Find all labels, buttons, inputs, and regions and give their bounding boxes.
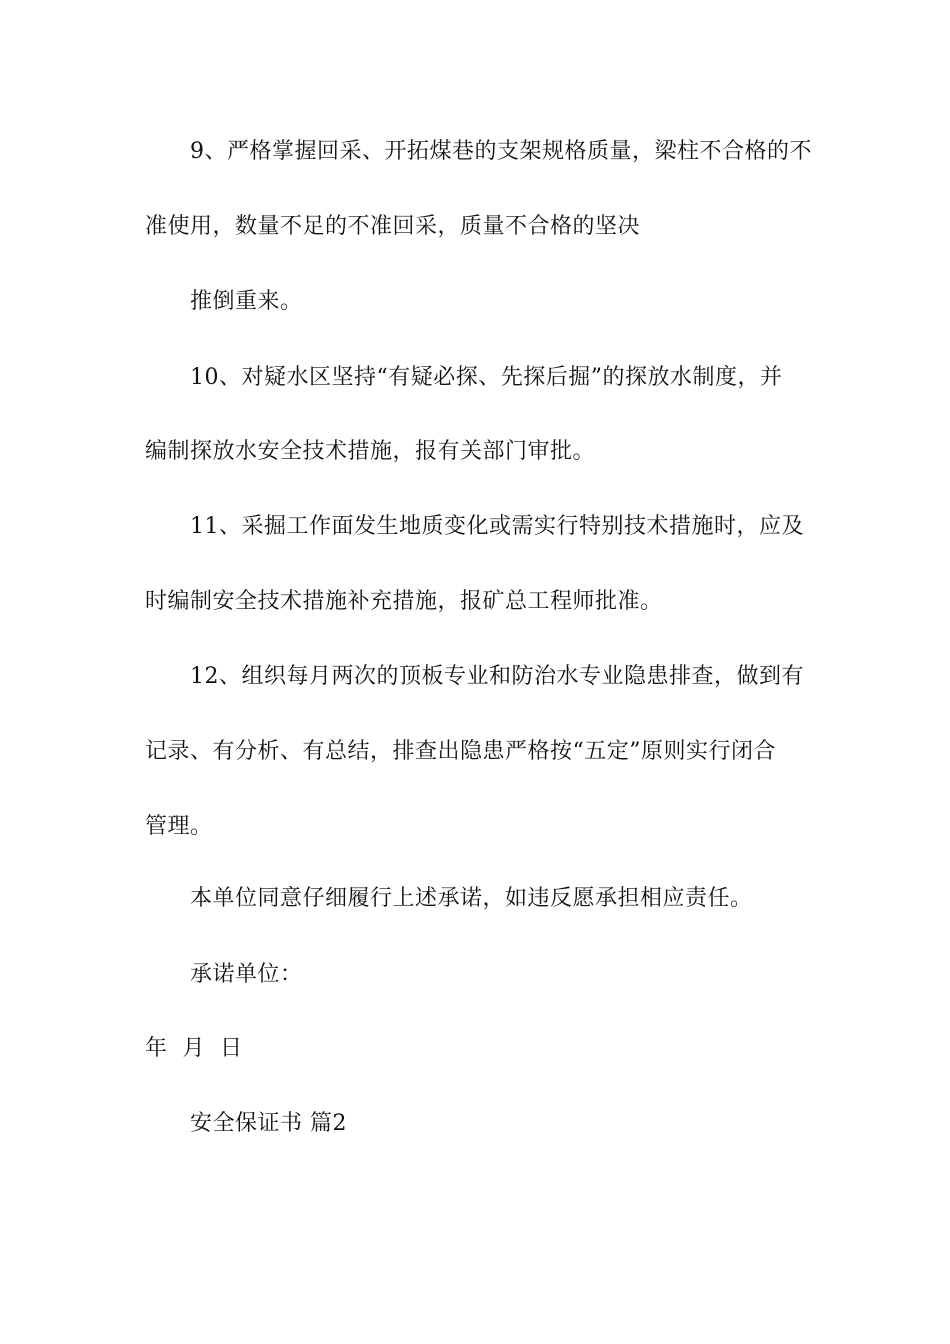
- commitment-statement: 本单位同意仔细履行上述承诺，如违反愿承担相应责任。: [190, 886, 753, 911]
- item-12-line-3: 管理。: [145, 814, 213, 839]
- section-heading: 安全保证书 篇2: [190, 1111, 347, 1136]
- date-line: 年 月 日: [145, 1036, 243, 1061]
- item-9-line-1: 9、严格掌握回采、开拓煤巷的支架规格质量，梁柱不合格的不: [190, 139, 812, 164]
- commitment-unit-label: 承诺单位：: [190, 962, 303, 987]
- item-9-line-2: 准使用，数量不足的不准回采，质量不合格的坚决: [145, 214, 641, 239]
- item-11-line-1: 11、采掘工作面发生地质变化或需实行特别技术措施时，应及: [190, 514, 804, 539]
- item-11-line-2: 时编制安全技术措施补充措施，报矿总工程师批准。: [145, 589, 663, 614]
- item-9-line-3: 推倒重来。: [190, 289, 303, 314]
- item-10-line-1: 10、对疑水区坚持“有疑必探、先探后掘”的探放水制度，并: [190, 365, 783, 390]
- item-12-line-2: 记录、有分析、有总结，排查出隐患严格按“五定”原则实行闭合: [145, 739, 776, 764]
- item-10-line-2: 编制探放水安全技术措施，报有关部门审批。: [145, 439, 596, 464]
- item-12-line-1: 12、组织每月两次的顶板专业和防治水专业隐患排查，做到有: [190, 664, 804, 689]
